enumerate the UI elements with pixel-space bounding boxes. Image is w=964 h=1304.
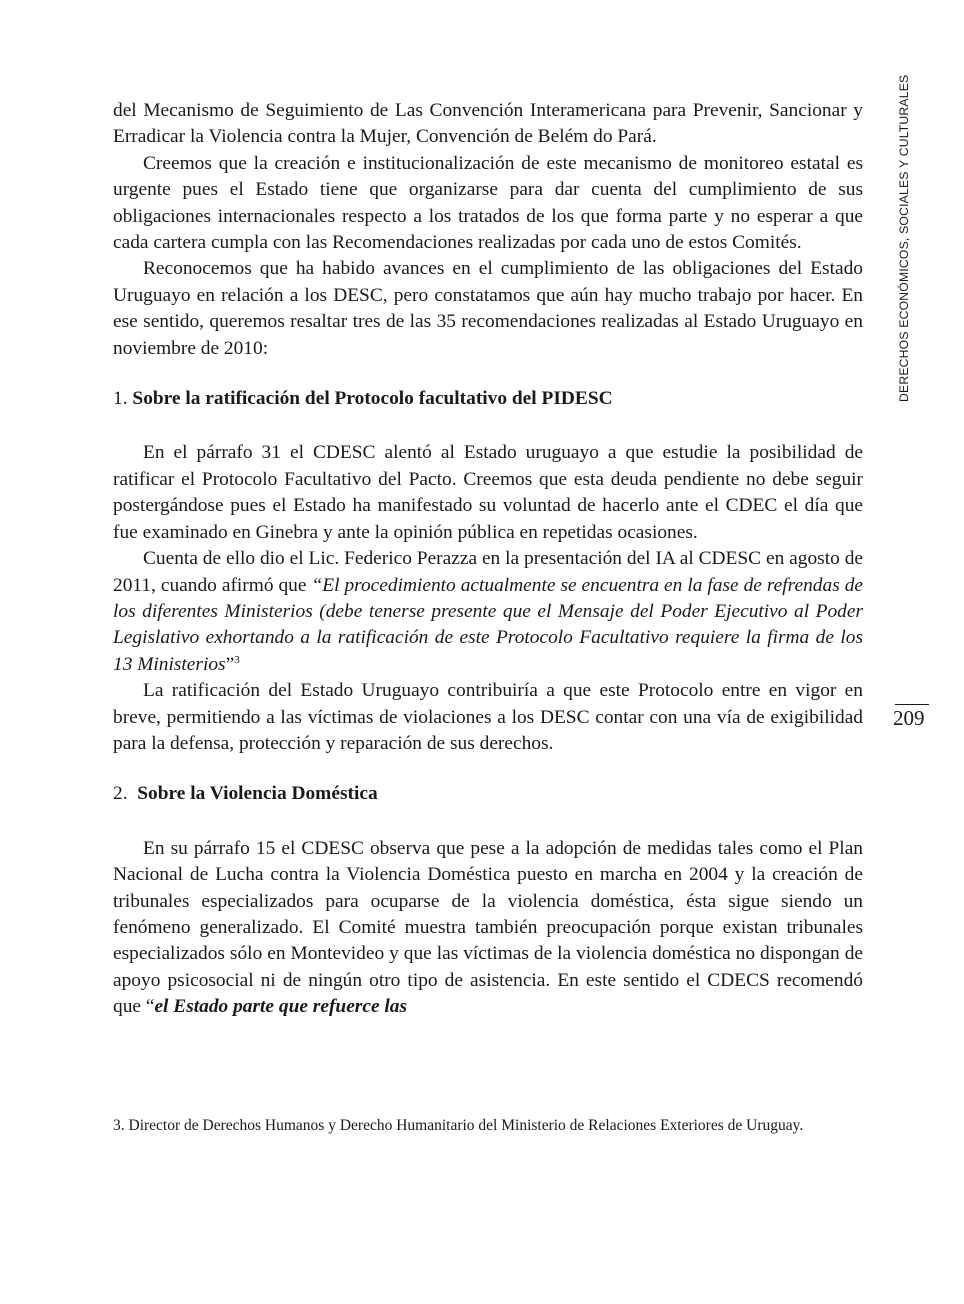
paragraph — [113, 836, 863, 1021]
paragraph: La ratificación del Estado Uruguayo contribuiría a que este Protocolo entre en vigor en breve, permitiendo a las víctimas de violaciones a los DESC contar con una vía de exigibilidad para la defensa, protección y reparación de sus derechos. — [113, 680, 863, 754]
paragraph: Creemos que la creación e institucionalización de este mecanismo de monitoreo estatal es urgente pues el Estado tiene que organizarse para dar cuenta del cumplimiento de sus obligaciones internacionales respecto a los tratados de los que forma parte y no esperar a que cada cartera cumpla con las Recomendaciones realizadas por cada uno de estos Comités. — [113, 152, 863, 254]
page-number: 209 — [893, 706, 925, 730]
page-number-rule — [895, 704, 929, 705]
quotation: “El procedimiento actualmente se encuentra en la fase de refrendas de los diferentes Ministerios (debe tenerse presente que el Mensaje del Poder Ejecutivo al Poder Legislativo exhortando a la ratificación de este Protocolo Facultativo requiere la firma de los 13 Ministerios — [113, 574, 864, 675]
quotation: el Estado parte que refuerce las — [154, 996, 408, 1018]
paragraph: Reconocemos que ha habido avances en el cumplimiento de las obligaciones del Estado Uruguayo en relación a los DESC, pero constatamos que aún hay mucho trabajo por hacer. En ese sentido, queremos resaltar tres de las 35 recomendaciones realizadas al Estado Uruguayo en noviembre de 2010: — [113, 258, 863, 359]
section-title: Sobre la Violencia Doméstica — [137, 783, 378, 805]
section-number: 2. — [113, 783, 128, 805]
paragraph-text: En su párrafo 15 el CDESC observa que pese a la adopción de medidas tales como el Plan Nacional de Lucha contra la Violencia Doméstica puesto en marcha en 2004 y la creación de tribunales especializados para ocuparse de la violencia doméstica, ésta sigue siendo un fenómeno generalizado. El Comité muestra también preocupación porque existan tribunales especializados sólo en Montevideo y que las víctimas de la violencia doméstica no dispongan de apoyo psicosocial ni de ningún otro tipo de asistencia. En este sentido el CDECS recomendó que “ — [113, 837, 863, 1018]
body-text — [113, 98, 863, 1021]
footnote: 3. Director de Derechos Humanos y Derecho Humanitario del Ministerio de Relaciones Exteriores de Uruguay. — [113, 1117, 804, 1134]
section-title: Sobre la ratificación del Protocolo facultativo del PIDESC — [132, 388, 613, 410]
footnote-reference: 3 — [234, 653, 240, 666]
running-header-vertical: DERECHOS ECONÓMICOS, SOCIALES Y CULTURALES — [897, 74, 911, 402]
section-heading-1 — [113, 386, 863, 412]
paragraph: del Mecanismo de Seguimiento de Las Convención Interamericana para Prevenir, Sancionar y Erradicar la Violencia contra la Mujer, Convención de Belém do Pará. — [113, 100, 863, 148]
closing-quote: ” — [225, 653, 235, 675]
paragraph: En el párrafo 31 el CDESC alentó al Estado uruguayo a que estudie la posibilidad de ratificar el Protocolo Facultativo del Pacto. Creemos que esta deuda pendiente no debe seguir postergándose pues el Estado ha manifestado su voluntad de hacerlo ante el CDEC el día que fue examinado en Ginebra y ante la opinión pública en repetidas ocasiones. — [113, 442, 863, 543]
section-number: 1. — [113, 388, 128, 410]
paragraph-text: Cuenta de ello dio el Lic. Federico Perazza en la presentación del IA al CDESC en agosto de 2011, cuando afirmó que — [113, 548, 863, 596]
section-heading-2 — [113, 781, 863, 807]
paragraph — [113, 546, 863, 678]
